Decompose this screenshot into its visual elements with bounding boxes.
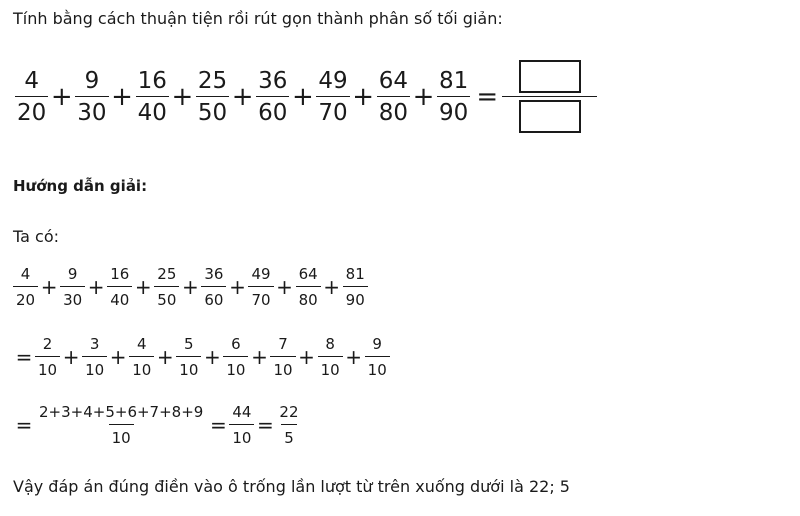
numerator: 5 (184, 335, 194, 353)
denominator: 10 (270, 356, 295, 379)
problem-fraction (254, 68, 291, 126)
fraction (154, 265, 179, 309)
denominator: 10 (129, 356, 154, 379)
solution-heading: Hướng dẫn giải: (13, 177, 148, 195)
numerator: 25 (157, 265, 177, 283)
fraction (107, 265, 132, 309)
equals-sign: = (15, 413, 33, 437)
fraction (201, 265, 226, 309)
fraction (60, 265, 85, 309)
answer-fraction (502, 60, 597, 133)
fraction (248, 265, 273, 309)
numerator: 81 (438, 67, 469, 94)
denominator: 20 (13, 286, 38, 309)
plus-sign: + (231, 81, 254, 112)
denominator: 40 (136, 96, 169, 126)
numerator: 4 (20, 265, 31, 283)
plus-sign: + (292, 81, 314, 112)
problem-fraction (194, 68, 231, 126)
denominator: 50 (154, 286, 179, 309)
plus-sign: + (345, 345, 363, 369)
plus-sign: + (181, 275, 199, 299)
numerator: 22 (279, 403, 299, 421)
numerator: 7 (278, 335, 288, 353)
numerator: 9 (84, 67, 100, 94)
plus-sign: + (87, 275, 105, 299)
denominator: 80 (296, 286, 321, 309)
sum-fraction (35, 403, 207, 447)
numerator: 4 (24, 67, 39, 94)
numerator: 8 (325, 335, 335, 353)
fraction (365, 335, 390, 379)
equals-sign: = (15, 345, 33, 369)
numerator: 16 (137, 67, 167, 94)
denominator: 10 (223, 356, 248, 379)
denominator-answer-box[interactable] (519, 100, 581, 133)
problem-fraction (314, 68, 351, 126)
plus-sign: + (50, 81, 73, 112)
numerator: 3 (89, 335, 100, 353)
plus-sign: + (352, 81, 375, 112)
plus-sign: + (171, 81, 194, 112)
plus-sign: + (109, 345, 127, 369)
numerator: 36 (258, 67, 288, 94)
numerator: 25 (197, 67, 228, 94)
equals-sign: = (257, 413, 274, 437)
fraction (129, 335, 154, 379)
denominator: 10 (318, 356, 343, 379)
solution-line-1 (13, 265, 368, 309)
numerator: 2 (42, 335, 53, 353)
denominator: 30 (60, 286, 85, 309)
fraction (223, 335, 248, 379)
problem-fraction (73, 68, 110, 126)
fraction (343, 265, 368, 309)
denominator: 50 (196, 96, 229, 126)
numerator: 4 (136, 335, 147, 353)
fraction-bar (502, 96, 597, 97)
plus-sign: + (203, 345, 221, 369)
plus-sign: + (276, 275, 293, 299)
denominator: 40 (107, 286, 132, 309)
numerator: 64 (378, 67, 408, 94)
plus-sign: + (134, 275, 152, 299)
problem-fraction (375, 68, 412, 126)
denominator: 30 (75, 96, 108, 126)
numerator: 49 (251, 265, 271, 283)
denominator: 90 (437, 96, 470, 126)
numerator: 2+3+4+5+6+7+8+9 (39, 403, 204, 421)
denominator: 10 (35, 356, 60, 379)
numerator: 36 (204, 265, 224, 283)
numerator: 49 (318, 67, 348, 94)
fraction (35, 335, 60, 379)
plus-sign: + (251, 345, 268, 369)
plus-sign: + (412, 81, 435, 112)
fraction (82, 335, 107, 379)
numerator: 81 (345, 265, 365, 283)
fraction (270, 335, 295, 379)
solution-line-3 (13, 403, 302, 447)
denominator: 10 (176, 356, 201, 379)
equals-sign: = (476, 81, 499, 112)
denominator: 10 (229, 424, 254, 447)
fraction (229, 403, 254, 447)
numerator-answer-box[interactable] (519, 60, 581, 93)
solution-intro: Ta có: (13, 227, 59, 246)
conclusion-text: Vậy đáp án đúng điền vào ô trống lần lượt từ trên xuống dưới là 22; 5 (13, 477, 570, 496)
fraction (176, 335, 201, 379)
denominator: 10 (82, 356, 107, 379)
denominator: 90 (343, 286, 368, 309)
numerator: 16 (110, 265, 130, 283)
problem-fraction (134, 68, 171, 126)
denominator: 80 (377, 96, 410, 126)
numerator: 6 (231, 335, 241, 353)
plus-sign: + (40, 275, 58, 299)
numerator: 44 (232, 403, 252, 421)
fraction (296, 265, 321, 309)
fraction (13, 265, 38, 309)
solution-line-2 (13, 335, 390, 379)
equals-sign: = (209, 413, 227, 437)
denominator: 20 (15, 96, 48, 126)
plus-sign: + (298, 345, 315, 369)
denominator: 70 (248, 286, 273, 309)
denominator: 10 (365, 356, 390, 379)
plus-sign: + (156, 345, 174, 369)
denominator: 70 (316, 96, 349, 126)
numerator: 64 (298, 265, 318, 283)
denominator: 5 (281, 424, 297, 447)
numerator: 9 (372, 335, 382, 353)
exercise-instruction: Tính bằng cách thuận tiện rồi rút gọn thành phân số tối giản: (13, 9, 503, 28)
numerator: 9 (67, 265, 78, 283)
denominator: 10 (109, 424, 134, 447)
plus-sign: + (229, 275, 246, 299)
plus-sign: + (323, 275, 341, 299)
problem-fraction (435, 68, 472, 126)
denominator: 60 (256, 96, 289, 126)
plus-sign: + (62, 345, 80, 369)
denominator: 60 (201, 286, 226, 309)
plus-sign: + (111, 81, 133, 112)
problem-expression (13, 60, 597, 133)
result-fraction (276, 403, 301, 447)
problem-fraction (13, 68, 50, 126)
fraction (318, 335, 343, 379)
